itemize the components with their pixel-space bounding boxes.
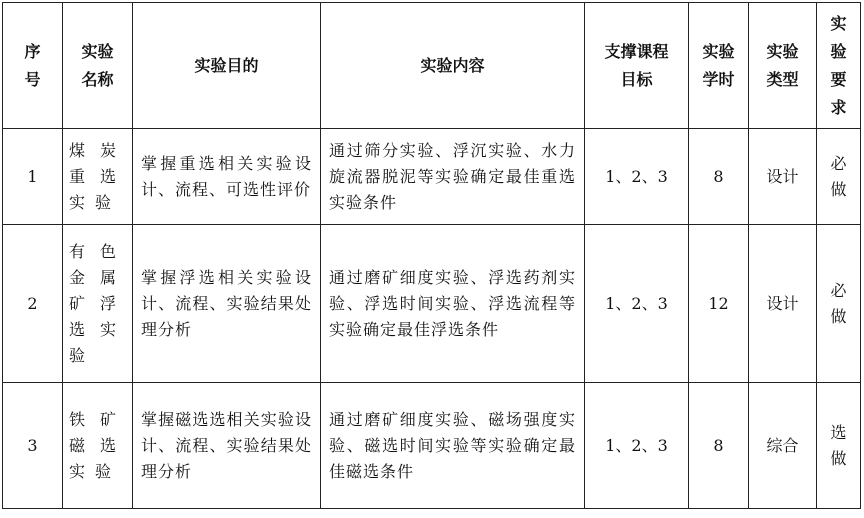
cell-target: 1、2、3 (585, 129, 689, 225)
cell-content: 通过磨矿细度实验、浮选药剂实验、浮选时间实验、浮选流程等实验确定最佳浮选条件 (321, 225, 585, 383)
cell-content: 通过磨矿细度实验、磁场强度实验、磁选时间实验等实验确定最佳磁选条件 (321, 383, 585, 509)
header-req: 实验要求 (817, 3, 861, 129)
cell-req: 必做 (817, 129, 861, 225)
cell-name: 煤炭重选实验 (63, 129, 133, 225)
cell-type: 综合 (749, 383, 817, 509)
cell-hours: 12 (689, 225, 749, 383)
cell-seq: 1 (3, 129, 63, 225)
cell-purpose: 掌握重选相关实验设计、流程、可选性评价 (133, 129, 321, 225)
cell-purpose: 掌握浮选相关实验设计、流程、实验结果处理分析 (133, 225, 321, 383)
table-header-row (3, 3, 861, 129)
cell-target: 1、2、3 (585, 383, 689, 509)
experiment-table (2, 2, 861, 509)
cell-name: 有色金属矿浮选实验 (63, 225, 133, 383)
cell-hours: 8 (689, 129, 749, 225)
cell-name: 铁矿磁选实验 (63, 383, 133, 509)
cell-purpose: 掌握磁选选相关实验设计、流程、实验结果处理分析 (133, 383, 321, 509)
cell-req: 选做 (817, 383, 861, 509)
header-target: 支撑课程目标 (585, 3, 689, 129)
table-row (3, 129, 861, 225)
header-hours: 实验学时 (689, 3, 749, 129)
header-name: 实验名称 (63, 3, 133, 129)
header-content: 实验内容 (321, 3, 585, 129)
cell-hours: 8 (689, 383, 749, 509)
cell-content: 通过筛分实验、浮沉实验、水力旋流器脱泥等实验确定最佳重选实验条件 (321, 129, 585, 225)
header-purpose: 实验目的 (133, 3, 321, 129)
table-row (3, 225, 861, 383)
cell-seq: 2 (3, 225, 63, 383)
cell-type: 设计 (749, 129, 817, 225)
cell-target: 1、2、3 (585, 225, 689, 383)
cell-req: 必做 (817, 225, 861, 383)
cell-seq: 3 (3, 383, 63, 509)
header-seq: 序号 (3, 3, 63, 129)
header-type: 实验类型 (749, 3, 817, 129)
cell-type: 设计 (749, 225, 817, 383)
table-row (3, 383, 861, 509)
